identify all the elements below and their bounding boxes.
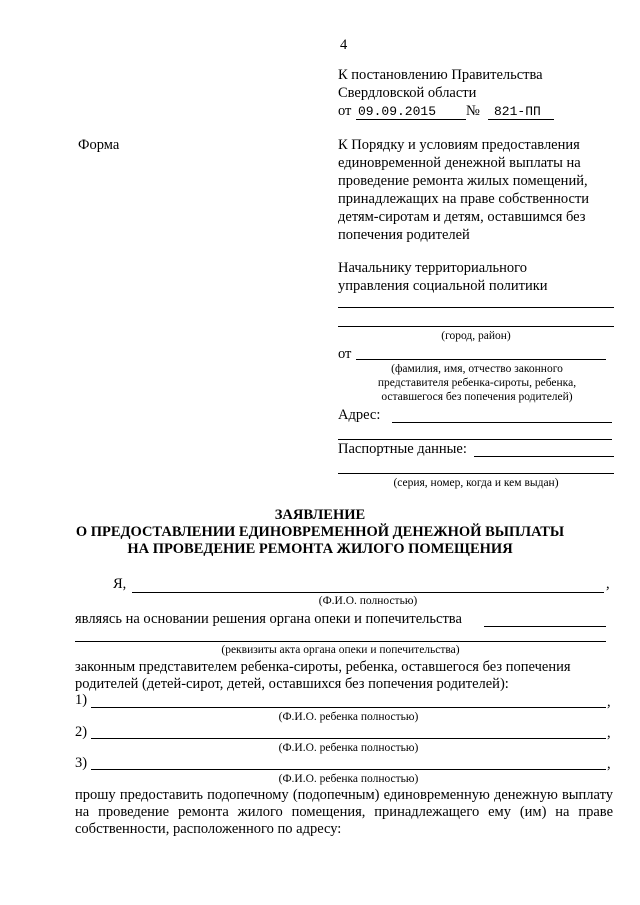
title-line-2: О ПРЕДОСТАВЛЕНИИ ЕДИНОВРЕМЕННОЙ ДЕНЕЖНОЙ ВЫПЛАТЫ — [75, 524, 565, 540]
decree-date-underline — [356, 119, 466, 120]
from-caption-1: (фамилия, имя, отчество законного — [391, 363, 563, 375]
request-paragraph: прошу предоставить подопечному (подопечным) единовременную денежную выплату на проведение ремонта жилого помещения, принадлежащего ему (им) на праве собственности, расположенного по адресу: — [75, 787, 613, 837]
child-1-blank — [91, 707, 606, 708]
address-blank-2 — [338, 439, 612, 440]
applicant-name-blank — [132, 592, 604, 593]
child-1-number: 1) — [75, 692, 88, 708]
appendix-line-6: попечения родителей — [338, 227, 470, 243]
decree-line-2: Свердловской области — [338, 85, 477, 101]
decree-date: 09.09.2015 — [358, 104, 437, 119]
decree-number: 821-ПП — [494, 104, 541, 119]
child-1-caption: (Ф.И.О. ребенка полностью) — [278, 711, 419, 723]
passport-label: Паспортные данные: — [338, 441, 467, 457]
title-line-3: НА ПРОВЕДЕНИЕ РЕМОНТА ЖИЛОГО ПОМЕЩЕНИЯ — [127, 541, 513, 557]
child-3-caption: (Ф.И.О. ребенка полностью) — [278, 773, 419, 785]
appendix-line-1: К Порядку и условиям предоставления — [338, 137, 580, 153]
address-blank-1 — [392, 422, 612, 423]
from-blank — [356, 359, 606, 360]
from-caption-3: оставшегося без попечения родителей) — [381, 391, 573, 403]
child-3-blank — [91, 769, 606, 770]
addressee-line-2: управления социальной политики — [338, 278, 548, 294]
address-label: Адрес: — [338, 407, 381, 423]
passport-blank-1 — [474, 456, 614, 457]
form-label: Форма — [78, 137, 120, 153]
decree-number-underline — [488, 119, 554, 120]
appendix-line-5: детям-сиротам и детям, оставшимся без — [338, 209, 586, 225]
appendix-line-2: единовременной денежной выплаты на — [338, 155, 581, 171]
from-caption-2: представителя ребенка-сироты, ребенка, — [377, 377, 577, 389]
basis-blank-1 — [484, 626, 606, 627]
child-1-comma: , — [607, 694, 611, 710]
basis-blank-2 — [75, 641, 606, 642]
decree-number-prefix: № — [466, 103, 480, 119]
guardian-line-2: родителей (детей-сирот, детей, оставшихся без попечения родителей): — [75, 676, 509, 692]
decree-date-prefix: от — [338, 103, 352, 119]
applicant-fio-caption: (Ф.И.О. полностью) — [318, 595, 418, 607]
child-2-blank — [91, 738, 606, 739]
page-number: 4 — [340, 37, 348, 53]
child-3-number: 3) — [75, 755, 88, 771]
passport-blank-2 — [338, 473, 614, 474]
addressee-line-1: Начальнику территориального — [338, 260, 527, 276]
passport-caption: (серия, номер, когда и кем выдан) — [393, 477, 559, 489]
applicant-comma: , — [606, 576, 610, 592]
applicant-label: Я, — [113, 576, 127, 592]
child-2-number: 2) — [75, 724, 88, 740]
appendix-line-4: принадлежащих на праве собственности — [338, 191, 590, 207]
child-2-comma: , — [607, 725, 611, 741]
decree-line-1: К постановлению Правительства — [338, 67, 543, 83]
basis-text: являясь на основании решения органа опеки и попечительства — [75, 611, 462, 627]
addressee-blank-2 — [338, 326, 614, 327]
child-2-caption: (Ф.И.О. ребенка полностью) — [278, 742, 419, 754]
addressee-blank-1 — [338, 307, 614, 308]
from-label: от — [338, 346, 352, 362]
title-line-1: ЗАЯВЛЕНИЕ — [274, 507, 366, 523]
basis-caption: (реквизиты акта органа опеки и попечительства) — [221, 644, 460, 656]
city-caption: (город, район) — [441, 330, 511, 342]
appendix-line-3: проведение ремонта жилых помещений, — [338, 173, 588, 189]
child-3-comma: , — [607, 756, 611, 772]
guardian-line-1: законным представителем ребенка-сироты, ребенка, оставшегося без попечения — [75, 659, 571, 675]
